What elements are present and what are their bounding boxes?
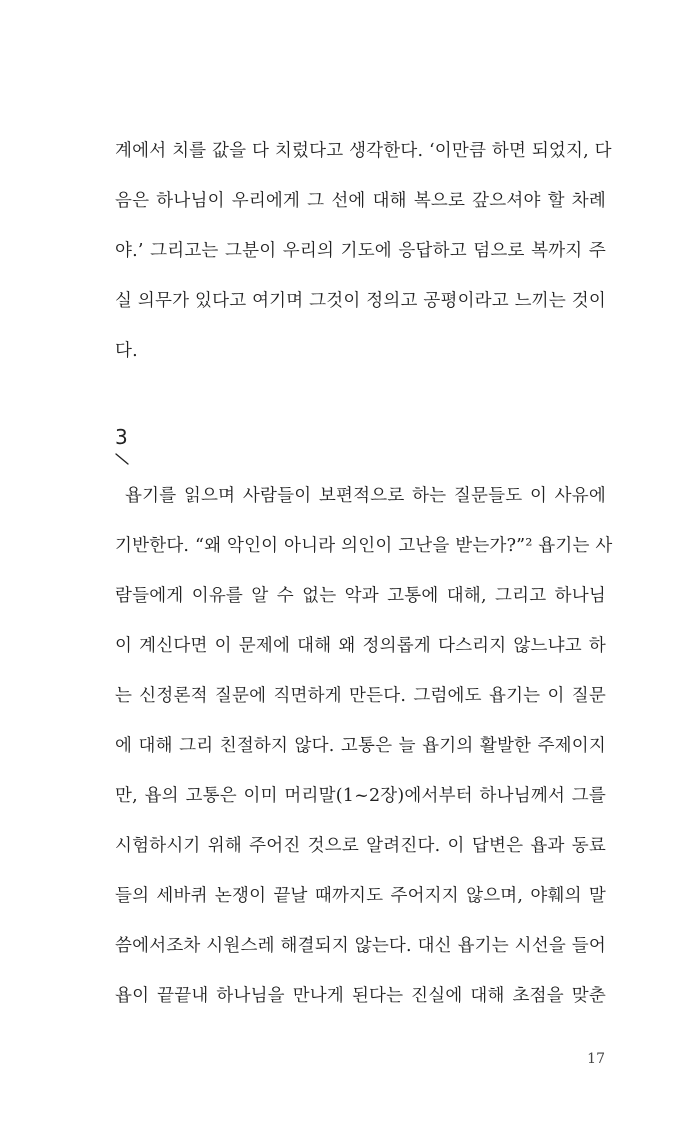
paragraph-line: 음은 하나님이 우리에게 그 선에 대해 복으로 갚으셔야 할 차례 <box>115 191 606 211</box>
paragraph-line: 에 대해 그리 친절하지 않다. 고통은 늘 욥기의 활발한 주제이지 <box>115 736 606 756</box>
paragraph-line: 이 계신다면 이 문제에 대해 왜 정의롭게 다스리지 않느냐고 하 <box>115 636 606 656</box>
section-number: 3 <box>115 425 128 449</box>
paragraph-line: 다. <box>115 341 138 361</box>
paragraph-line: 람들에게 이유를 알 수 없는 악과 고통에 대해, 그리고 하나님 <box>115 586 606 606</box>
paragraph-line: 만, 욥의 고통은 이미 머리말(1~2장)에서부터 하나님께서 그를 <box>115 786 606 806</box>
page-number: 17 <box>587 1051 605 1067</box>
paragraph-line: 기반한다. “왜 악인이 아니라 의인이 고난을 받는가?”² 욥기는 사 <box>115 536 613 556</box>
paragraph-line: 씀에서조차 시원스레 해결되지 않는다. 대신 욥기는 시선을 들어 <box>115 936 606 956</box>
paragraph-line: 시험하시기 위해 주어진 것으로 알려진다. 이 답변은 욥과 동료 <box>115 836 606 856</box>
paragraph-line: 는 신정론적 질문에 직면하게 만든다. 그럼에도 욥기는 이 질문 <box>115 686 606 706</box>
paragraph-line: 욥이 끝끝내 하나님을 만나게 된다는 진실에 대해 초점을 맞춘 <box>115 986 606 1006</box>
paragraph-line: 실 의무가 있다고 여기며 그것이 정의고 공평이라고 느끼는 것이 <box>115 291 606 311</box>
paragraph-line: 계에서 치를 값을 다 치렀다고 생각한다. ‘이만큼 하면 되었지, 다 <box>115 141 612 161</box>
paragraph-line: 욥기를 읽으며 사람들이 보편적으로 하는 질문들도 이 사유에 <box>125 486 606 506</box>
paragraph-line: 야.’ 그리고는 그분이 우리의 기도에 응답하고 덤으로 복까지 주 <box>115 241 606 261</box>
section-divider-mark <box>115 452 131 466</box>
paragraph-line: 들의 세바퀴 논쟁이 끝날 때까지도 주어지지 않으며, 야훼의 말 <box>115 886 606 906</box>
